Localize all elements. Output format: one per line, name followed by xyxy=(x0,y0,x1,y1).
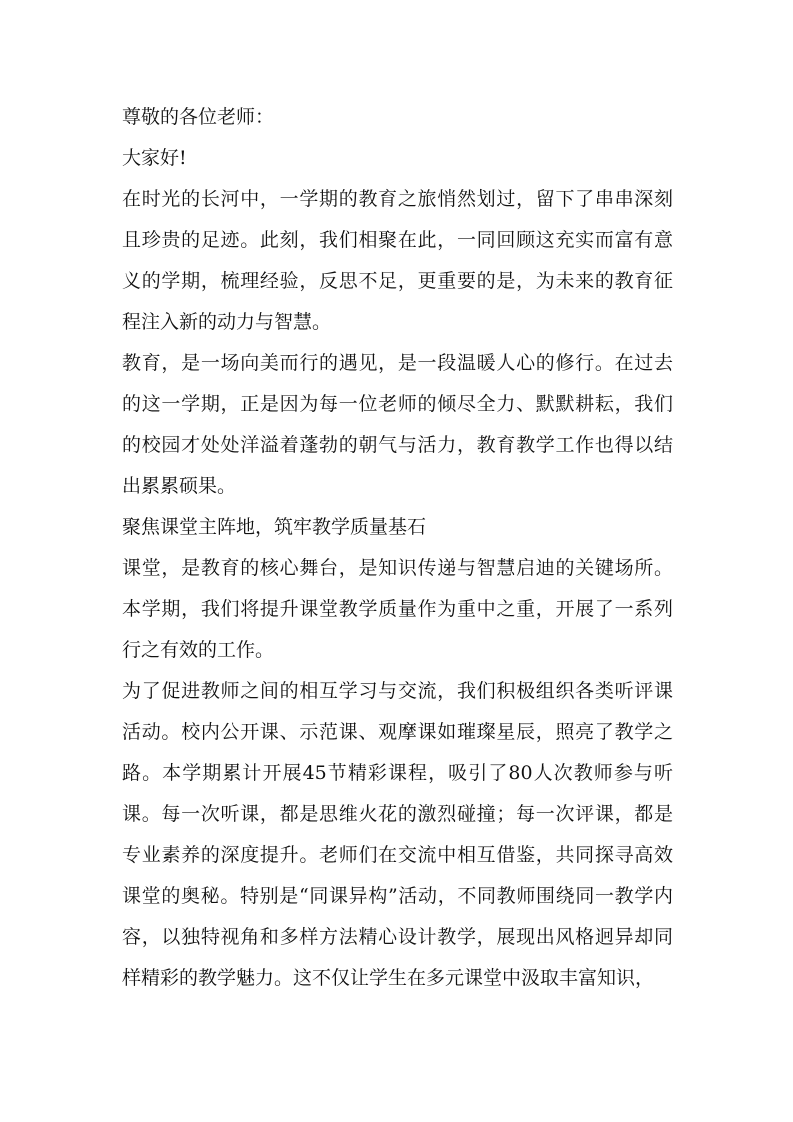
text-line: 路。本学期累计开展45节精彩课程，吸引了80人次教师参与听 xyxy=(122,762,673,784)
paragraph-exchange xyxy=(122,671,673,999)
text-line: 的校园才处处洋溢着蓬勃的朝气与活力，教育教学工作也得以结 xyxy=(122,434,673,456)
text-line: 教育，是一场向美而行的遇见，是一段温暖人心的修行。在过去 xyxy=(122,352,673,374)
text-line: 为了促进教师之间的相互学习与交流，我们积极组织各类听评课 xyxy=(122,680,673,702)
paragraph-section-heading xyxy=(122,507,673,548)
text-line: 在时光的长河中，一学期的教育之旅悄然划过，留下了串串深刻 xyxy=(122,188,673,210)
text-line: 大家好! xyxy=(122,147,187,169)
text-line: 聚焦课堂主阵地，筑牢教学质量基石 xyxy=(122,516,427,538)
text-line: 程注入新的动力与智慧。 xyxy=(122,311,332,333)
text-line: 出累累硕果。 xyxy=(122,475,237,497)
text-line: 专业素养的深度提升。老师们在交流中相互借鉴，共同探寻高效 xyxy=(122,844,673,866)
text-line: 的这一学期，正是因为每一位老师的倾尽全力、默默耕耘，我们 xyxy=(122,393,673,415)
text-line: 行之有效的工作。 xyxy=(122,639,275,661)
paragraph-intro xyxy=(122,179,673,343)
text-line: 样精彩的教学魅力。这不仅让学生在多元课堂中汲取丰富知识， xyxy=(122,967,655,989)
paragraph-classroom xyxy=(122,548,673,671)
text-line: 容，以独特视角和多样方法精心设计教学，展现出风格迥异却同 xyxy=(122,926,673,948)
text-line: 课堂，是教育的核心舞台，是知识传递与智慧启迪的关键场所。 xyxy=(122,557,673,579)
text-line: 义的学期，梳理经验，反思不足，更重要的是，为未来的教育征 xyxy=(122,270,673,292)
text-line: 尊敬的各位老师： xyxy=(122,106,275,128)
text-line: 课。每一次听课，都是思维火花的激烈碰撞；每一次评课，都是 xyxy=(122,803,673,825)
paragraph-salutation xyxy=(122,97,673,138)
text-line: 课堂的奥秘。特别是“同课异构”活动，不同教师围绕同一教学内 xyxy=(122,885,673,907)
text-line: 本学期，我们将提升课堂教学质量作为重中之重，开展了一系列 xyxy=(122,598,673,620)
paragraph-greeting xyxy=(122,138,673,179)
paragraph-education xyxy=(122,343,673,507)
text-line: 且珍贵的足迹。此刻，我们相聚在此，一同回顾这充实而富有意 xyxy=(122,229,673,251)
document-body xyxy=(122,97,673,999)
text-line: 活动。校内公开课、示范课、观摩课如璀璨星辰，照亮了教学之 xyxy=(122,721,673,743)
